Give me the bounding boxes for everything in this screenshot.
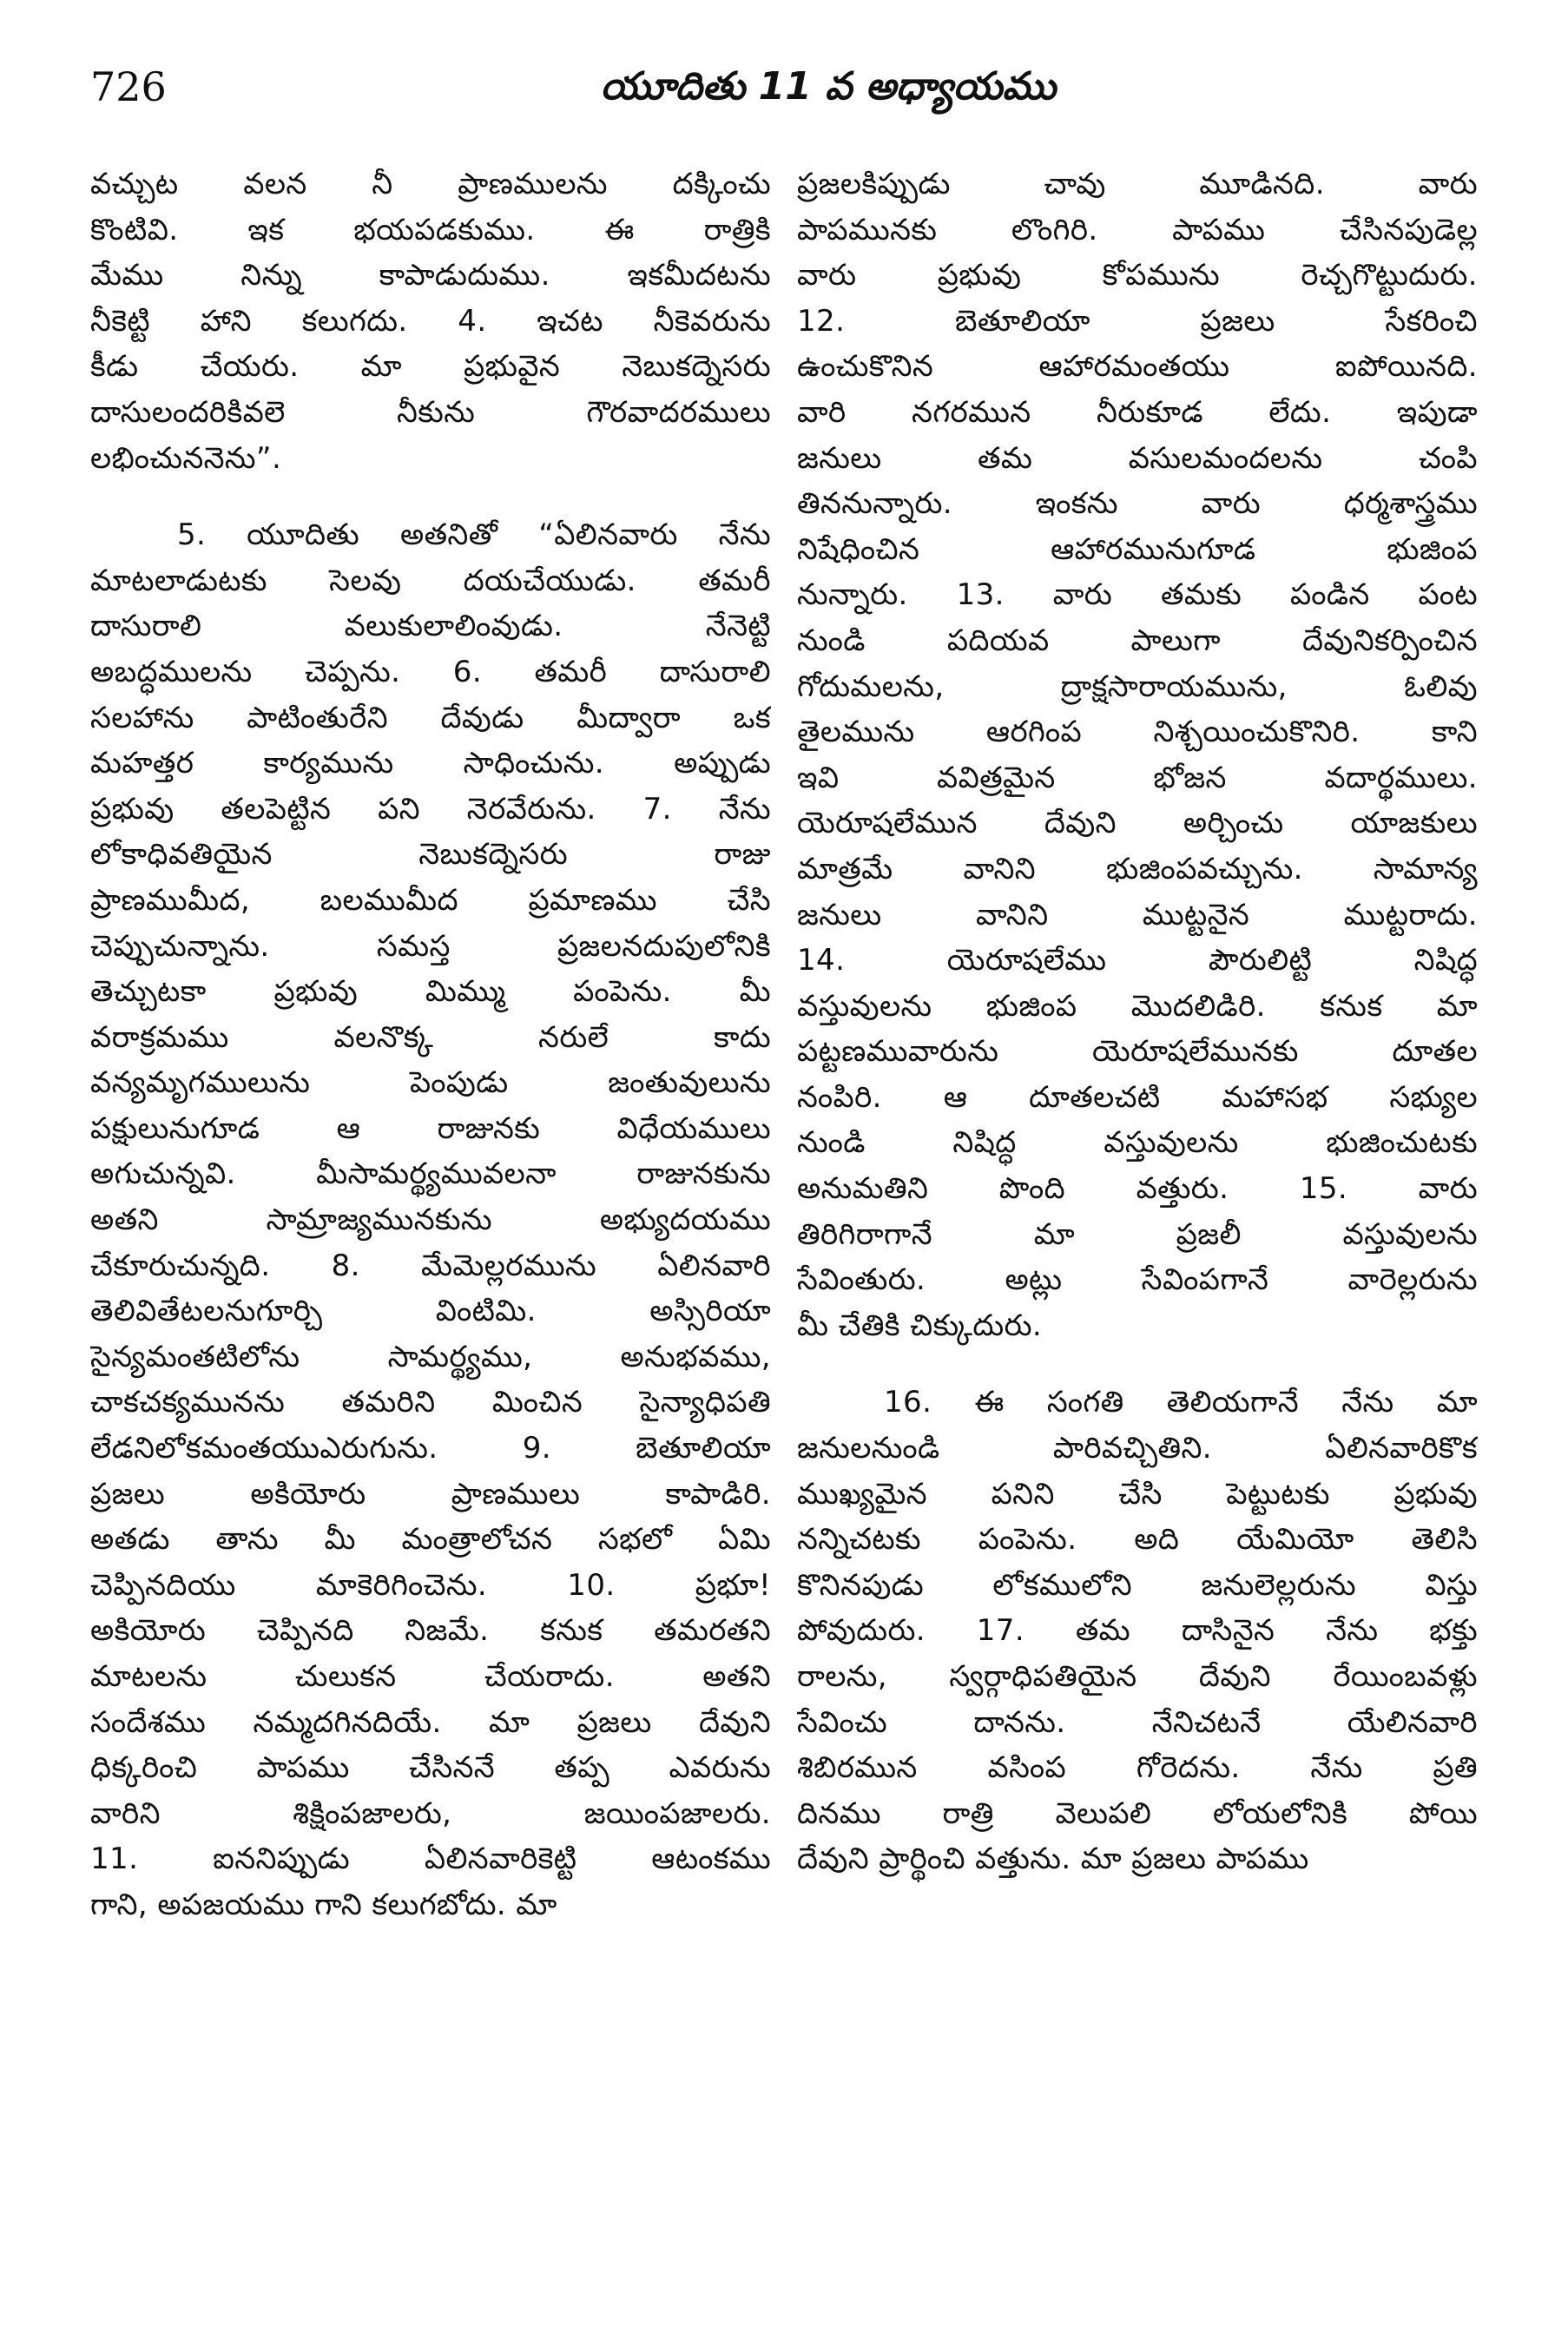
text-line: నున్నారు. 13. వారు తమకు పండిన పంట <box>797 577 1478 613</box>
text-line: అనుమతిని పొంది వత్తురు. 15. వారు <box>797 1171 1478 1207</box>
text-line: అకియోరు చెప్పినది నిజమే. కనుక తమరతని <box>90 1613 771 1649</box>
text-line: వరాక్రమము వలనొక్క నరులే కాదు <box>90 1019 771 1055</box>
text-line: సందేశము నమ్మదగినదియే. మా ప్రజలు దేవుని <box>90 1704 771 1740</box>
text-line: లోకాధివతియైన నెబుకద్నెసరు రాజు <box>90 837 771 873</box>
left-text-column <box>90 161 771 2315</box>
text-line: అగుచున్నవి. మీసామర్థ్యమువలనా రాజునకును <box>90 1156 771 1192</box>
text-line: 12. బెతూలియా ప్రజలు సేకరించి <box>797 303 1478 339</box>
text-line: కొంటివి. ఇక భయపడకుము. ఈ రాత్రికి <box>90 212 771 247</box>
text-line: కొనినపుడు లోకములోని జనులెల్లరును విస్తు <box>797 1567 1478 1603</box>
text-line: ప్రభువు తలపెట్టిన పని నెరవేరును. 7. నేను <box>90 791 771 827</box>
text-line: తెలివితేటలనుగూర్చి వింటిమి. అస్సిరియా <box>90 1294 771 1329</box>
text-line: వన్యమృగములును పెంపుడు జంతువులును <box>90 1065 771 1101</box>
paragraph <box>797 161 1478 1348</box>
text-line: అబద్ధములను చెప్పను. 6. తమరీ దాసురాలి <box>90 654 771 689</box>
text-line: తిననున్నారు. ఇంకను వారు ధర్మశాస్త్రము <box>797 486 1478 522</box>
text-line: జనులనుండి పారివచ్చితిని. ఏలినవారికొక <box>797 1431 1478 1466</box>
text-line: 16. ఈ సంగతి తెలియగానే నేను మా <box>884 1385 1478 1420</box>
text-line: పక్షులునుగూడ ఆ రాజునకు విధేయములు <box>90 1110 771 1146</box>
text-line: శిబిరమున వసింప గోరెదను. నేను ప్రతి <box>797 1750 1478 1786</box>
text-line: 11. ఐననిప్పుడు ఏలినవారికెట్టి ఆటంకము <box>90 1841 771 1877</box>
text-line: జనులు తమ వసులమందలను చంపి <box>797 440 1478 476</box>
text-line: ప్రజలకిప్పుడు చావు మూడినది. వారు <box>797 167 1478 201</box>
text-line: సేవించు దానను. నేనిచటనే యేలినవారి <box>797 1704 1478 1740</box>
text-line: సలహాను పాటింతురేని దేవుడు మీద్వారా ఒక <box>90 700 771 735</box>
text-line: మాత్రమే వానిని భుజింపవచ్చును. సామాన్య <box>797 851 1478 886</box>
text-line: మాటలాడుటకు సెలవు దయచేయుడు. తమరీ <box>90 563 771 598</box>
text-line: వచ్చుట వలన నీ ప్రాణములను దక్కించు <box>90 167 771 201</box>
text-line: నిషేధించిన ఆహారమునుగూడ భుజింప <box>797 531 1478 567</box>
text-line: ఉంచుకొనిన ఆహారమంతయు ఐపోయినది. <box>797 349 1478 385</box>
text-line: ధిక్కరించి పాపము చేసిననే తప్ప ఎవరును <box>90 1750 771 1786</box>
text-line: సైన్యమంతటిలోను సామర్థ్యము, అనుభవము, <box>90 1339 771 1374</box>
text-line: చాకచక్యమునను తమరిని మించిన సైన్యాధిపతి <box>90 1385 771 1420</box>
text-line: తెచ్చుటకా ప్రభువు మిమ్ము పంపెను. మీ <box>90 974 771 1010</box>
text-line: నన్నిచటకు పంపెను. అది యేమియో తెలిసి <box>797 1522 1478 1558</box>
text-line: 14. యెరూషలేము పౌరులిట్టి నిషిద్ధ <box>797 943 1478 978</box>
text-line: దినము రాత్రి వెలుపలి లోయలోనికి పోయి <box>797 1795 1478 1831</box>
text-line: ప్రాణముమీద, బలముమీద ప్రమాణము చేసి <box>90 882 771 918</box>
text-line: వస్తువులను భుజింప మొదలిడిరి. కనుక మా <box>797 988 1478 1024</box>
text-line: యెరూషలేమున దేవుని అర్చించు యాజకులు <box>797 806 1478 841</box>
text-line: ముఖ్యమైన పనిని చేసి పెట్టుటకు ప్రభువు <box>797 1476 1478 1512</box>
text-line: జనులు వానిని ముట్టనైన ముట్టరాదు. <box>797 897 1478 932</box>
text-line: రాలను, స్వర్గాధిపతియైన దేవుని రేయింబవళ్లు <box>797 1659 1478 1694</box>
text-line: గోదుమలను, ద్రాక్షసారాయమును, ఓలివు <box>797 669 1478 704</box>
text-line: చెప్పినదియు మాకెరిగించెను. 10. ప్రభూ! <box>90 1567 771 1603</box>
text-line: మేము నిన్ను కాపాడుదుము. ఇకమీదటను <box>90 258 771 293</box>
text-line: నుండి నిషిద్ధ వస్తువులను భుజించుటకు <box>797 1125 1478 1161</box>
page-header <box>90 52 1478 122</box>
text-line: ప్రజలు అకియోరు ప్రాణములు కాపాడిరి. <box>90 1476 771 1512</box>
text-line: అతడు తాను మీ మంత్రాలోచన సభలో ఏమి <box>90 1522 771 1558</box>
text-line: పోవుదురు. 17. తమ దాసినైన నేను భక్తు <box>797 1613 1478 1649</box>
text-line: కీడు చేయరు. మా ప్రభువైన నెబుకద్నెసరు <box>90 349 771 385</box>
running-title: యూదితు 11 వ అధ్యాయము <box>600 64 1057 109</box>
text-line: ఇవి వవిత్రమైన భోజన వదార్థములు. <box>797 760 1478 795</box>
text-line: మీ చేతికి చిక్కుదురు. <box>797 1308 1043 1343</box>
text-line: మహత్తర కార్యమును సాధించును. అప్పుడు <box>90 746 771 781</box>
text-line: నంపిరి. ఆ దూతలచటి మహాసభ సభ్యుల <box>797 1079 1478 1115</box>
text-line: లేడనిలోకమంతయుఎరుగును. 9. బెతూలియా <box>90 1431 771 1466</box>
text-line: చేకూరుచున్నది. 8. మేమెల్లరమును ఏలినవారి <box>90 1248 771 1283</box>
text-line: సేవింతురు. అట్లు సేవింపగానే వారెల్లరును <box>797 1262 1478 1298</box>
text-line: వారిని శిక్షింపజాలరు, జయింపజాలరు. <box>90 1795 771 1831</box>
text-line: అతని సామ్రాజ్యమునకును అభ్యుదయము <box>90 1202 771 1238</box>
text-line: గాని, అపజయము గాని కలుగబోదు. మా <box>90 1887 557 1922</box>
text-line: వారు ప్రభువు కోపమును రెచ్చగొట్టుదురు. <box>797 258 1478 293</box>
text-line: పాపమునకు లొంగిరి. పాపము చేసినపుడెల్ల <box>797 212 1478 247</box>
text-line: పట్టణమువారును యెరూషలేమునకు దూతల <box>797 1034 1478 1070</box>
text-line: తైలమును ఆరగింప నిశ్చయించుకొనిరి. కాని <box>797 715 1478 750</box>
text-line: దాసురాలి వలుకులాలింవుడు. నేనెట్టి <box>90 609 771 644</box>
text-line: లభించుననెను”. <box>90 440 282 476</box>
paragraph <box>90 161 771 481</box>
text-line: 5. యూదితు అతనితో “ఏలినవారు నేను <box>177 517 771 553</box>
text-line: దాసులందరికివలె నీకును గౌరవాదరములు <box>90 394 771 430</box>
text-line: నీకెట్టి హాని కలుగదు. 4. ఇచట నీకెవరును <box>90 303 771 339</box>
text-line: మాటలను చులుకన చేయరాదు. అతని <box>90 1659 771 1694</box>
text-line: వారి నగరమున నీరుకూడ లేదు. ఇపుడా <box>797 394 1478 430</box>
text-line: చెప్పుచున్నాను. సమస్త ప్రజలనదుపులోనికి <box>90 928 771 964</box>
paragraph <box>797 1380 1478 1882</box>
page-number: 726 <box>90 63 167 110</box>
text-line: తిరిగిరాగానే మా ప్రజలీ వస్తువులను <box>797 1216 1478 1252</box>
right-text-column <box>797 161 1478 2315</box>
text-line: నుండి పదియవ పాలుగా దేవునికర్పించిన <box>797 623 1478 658</box>
text-line: దేవుని ప్రార్థించి వత్తును. మా ప్రజలు పాపము <box>797 1841 1309 1877</box>
paragraph <box>90 512 771 1927</box>
